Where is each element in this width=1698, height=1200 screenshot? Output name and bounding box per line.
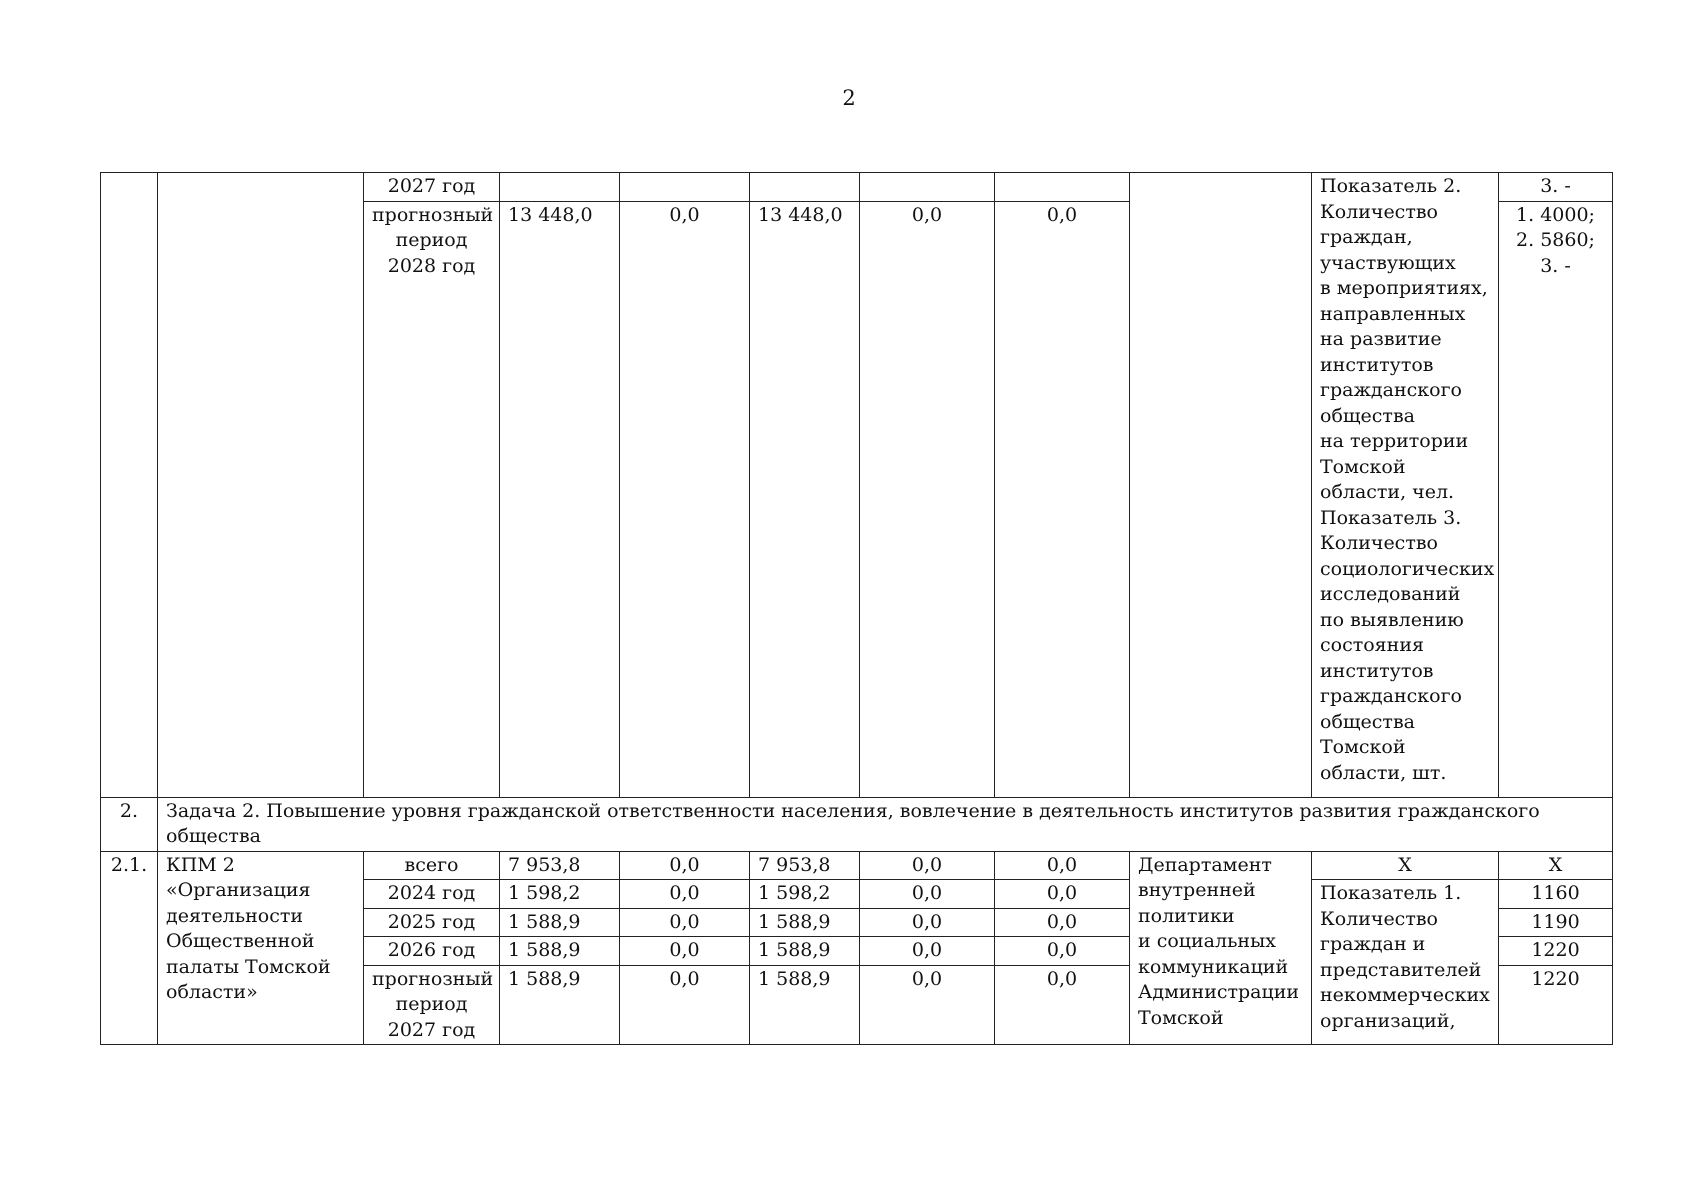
value-cell: 7 953,8	[750, 851, 860, 880]
value-cell: 0,0	[620, 201, 750, 797]
indicator-value: 1220	[1499, 937, 1613, 966]
value-cell: 0,0	[620, 965, 750, 1045]
value-cell: 0,0	[995, 937, 1130, 966]
value-cell: 1 598,2	[750, 880, 860, 909]
value-cell: 0,0	[860, 908, 995, 937]
value-cell	[995, 173, 1130, 202]
value-cell	[620, 173, 750, 202]
table-row	[101, 851, 1613, 880]
value-cell: 1 588,9	[750, 965, 860, 1045]
period-cell: 2026 год	[364, 937, 500, 966]
value-cell: 0,0	[620, 851, 750, 880]
value-cell: 0,0	[860, 880, 995, 909]
value-cell: 1 598,2	[500, 880, 620, 909]
kpm-number: 2.1.	[101, 851, 158, 1045]
value-cell: 1 588,9	[750, 937, 860, 966]
number-cell	[101, 173, 158, 798]
value-cell: 0,0	[620, 880, 750, 909]
value-cell: 0,0	[995, 201, 1130, 797]
value-cell: 0,0	[995, 965, 1130, 1045]
value-cell: 0,0	[620, 908, 750, 937]
value-cell: 0,0	[995, 851, 1130, 880]
value-cell: 0,0	[995, 880, 1130, 909]
indicator-value: 1190	[1499, 908, 1613, 937]
table-row	[101, 173, 1613, 202]
value-cell: 13 448,0	[500, 201, 620, 797]
indicator-value: 1. 4000; 2. 5860; 3. -	[1499, 201, 1613, 797]
period-cell: 2025 год	[364, 908, 500, 937]
task-title: Задача 2. Повышение уровня гражданской ответственности населения, вовлечение в деятельность институтов развития гражданского общества	[158, 797, 1613, 851]
value-cell: 1 588,9	[500, 937, 620, 966]
value-cell: 0,0	[860, 201, 995, 797]
task-row	[101, 797, 1613, 851]
value-cell: 13 448,0	[750, 201, 860, 797]
indicator-value: 1220	[1499, 965, 1613, 1045]
period-cell: прогнозный период 2028 год	[364, 201, 500, 797]
task-number: 2.	[101, 797, 158, 851]
indicator-text: Показатель 2. Количество граждан, участвующих в мероприятиях, направленных на развитие институтов гражданского общества на территории Томской области, чел. Показатель 3. Количество социологических исследований по выявлению состояния институтов гражданского общества Томской области, шт.	[1312, 173, 1499, 798]
value-cell: 0,0	[860, 937, 995, 966]
indicator-header: Х	[1312, 851, 1499, 880]
value-cell: 0,0	[860, 851, 995, 880]
value-cell	[860, 173, 995, 202]
value-cell: 0,0	[620, 937, 750, 966]
name-cell	[158, 173, 364, 798]
department-cell	[1130, 173, 1312, 798]
page-number: 2	[842, 86, 856, 110]
period-cell: 2027 год	[364, 173, 500, 202]
value-cell: 0,0	[995, 908, 1130, 937]
indicator-text: Показатель 1. Количество граждан и представителей некоммерческих организаций,	[1312, 880, 1499, 1045]
period-cell: всего	[364, 851, 500, 880]
value-cell: 1 588,9	[500, 965, 620, 1045]
period-cell: прогнозный период 2027 год	[364, 965, 500, 1045]
budget-table	[100, 172, 1613, 1045]
value-cell: 1 588,9	[750, 908, 860, 937]
value-cell	[500, 173, 620, 202]
indicator-value: Х	[1499, 851, 1613, 880]
value-cell: 7 953,8	[500, 851, 620, 880]
value-cell	[750, 173, 860, 202]
indicator-value: 1160	[1499, 880, 1613, 909]
value-cell: 0,0	[860, 965, 995, 1045]
kpm-name: КПМ 2 «Организация деятельности Общественной палаты Томской области»	[158, 851, 364, 1045]
period-cell: 2024 год	[364, 880, 500, 909]
indicator-value: 3. -	[1499, 173, 1613, 202]
department-cell: Департамент внутренней политики и социальных коммуникаций Администрации Томской	[1130, 851, 1312, 1045]
value-cell: 1 588,9	[500, 908, 620, 937]
